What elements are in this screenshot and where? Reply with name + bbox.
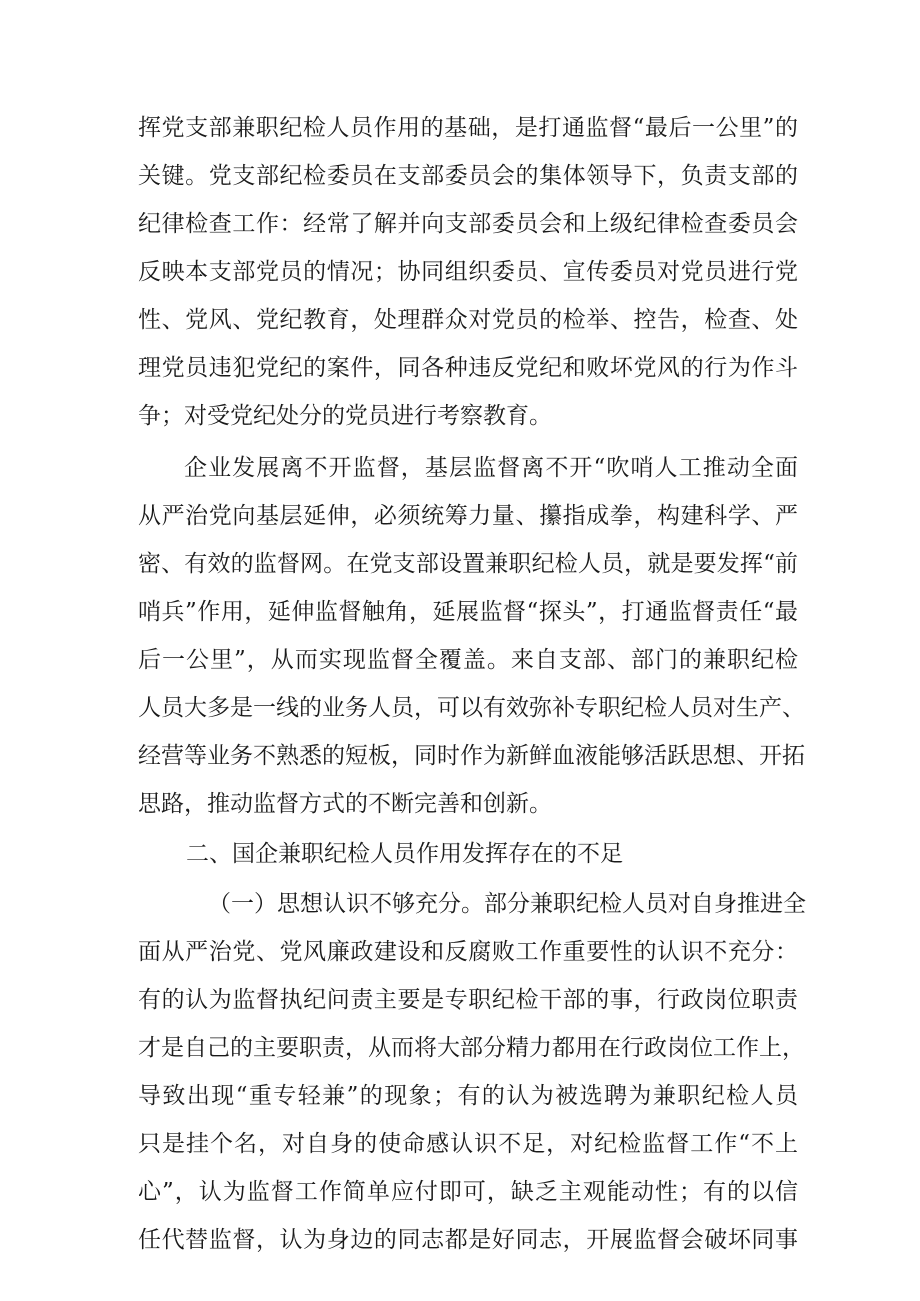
paragraph-line: 反映本支部党员的情况；协同组织委员、宣传委员对党员进行党 — [138, 259, 798, 285]
paragraph-line: 任代替监督，认为身边的同志都是好同志，开展监督会破坏同事 — [138, 1227, 798, 1253]
paragraph-line: 思路，推动监督方式的不断完善和创新。 — [138, 791, 552, 817]
paragraph-line: 密、有效的监督网。在党支部设置兼职纪检人员，就是要发挥“前 — [138, 551, 798, 577]
section-heading: 二、国企兼职纪检人员作用发挥存在的不足 — [186, 841, 623, 867]
paragraph-line: 只是挂个名，对自身的使命感认识不足，对纪检监督工作“不上 — [138, 1131, 798, 1157]
paragraph-line: 挥党支部兼职纪检人员作用的基础，是打通监督“最后一公里”的 — [138, 115, 798, 141]
paragraph-line: 纪律检查工作：经常了解并向支部委员会和上级纪律检查委员会 — [138, 211, 798, 237]
paragraph-line: 理党员违犯党纪的案件，同各种违反党纪和败坏党风的行为作斗 — [138, 355, 798, 381]
paragraph-line: 争；对受党纪处分的党员进行考察教育。 — [138, 403, 552, 429]
paragraph-line: 关键。党支部纪检委员在支部委员会的集体领导下，负责支部的 — [138, 163, 798, 189]
paragraph-line: 有的认为监督执纪问责主要是专职纪检干部的事，行政岗位职责 — [138, 987, 798, 1013]
paragraph-line: 才是自己的主要职责，从而将大部分精力都用在行政岗位工作上， — [138, 1035, 805, 1061]
paragraph-line: 哨兵”作用，延伸监督触角，延展监督“探头”，打通监督责任“最 — [138, 599, 798, 625]
paragraph-line: 性、党风、党纪教育，处理群众对党员的检举、控告，检查、处 — [138, 307, 798, 333]
paragraph-line: 人员大多是一线的业务人员，可以有效弥补专职纪检人员对生产、 — [138, 695, 805, 721]
paragraph-line: 心”，认为监督工作简单应付即可，缺乏主观能动性；有的以信 — [138, 1179, 798, 1205]
paragraph-line: 从严治党向基层延伸，必须统筹力量、攥指成拳，构建科学、严 — [138, 503, 798, 529]
paragraph-line: 后一公里”，从而实现监督全覆盖。来自支部、部门的兼职纪检 — [138, 647, 798, 673]
paragraph-line: 经营等业务不熟悉的短板，同时作为新鲜血液能够活跃思想、开拓 — [138, 743, 805, 769]
paragraph-line: 面从严治党、党风廉政建设和反腐败工作重要性的认识不充分： — [138, 939, 798, 965]
paragraph-line: 导致出现“重专轻兼”的现象；有的认为被选聘为兼职纪检人员 — [138, 1083, 798, 1109]
paragraph-line: （一）思想认识不够充分。部分兼职纪检人员对自身推进全 — [208, 891, 806, 917]
paragraph-line: 企业发展离不开监督，基层监督离不开“吹哨人工推动全面 — [184, 455, 798, 481]
